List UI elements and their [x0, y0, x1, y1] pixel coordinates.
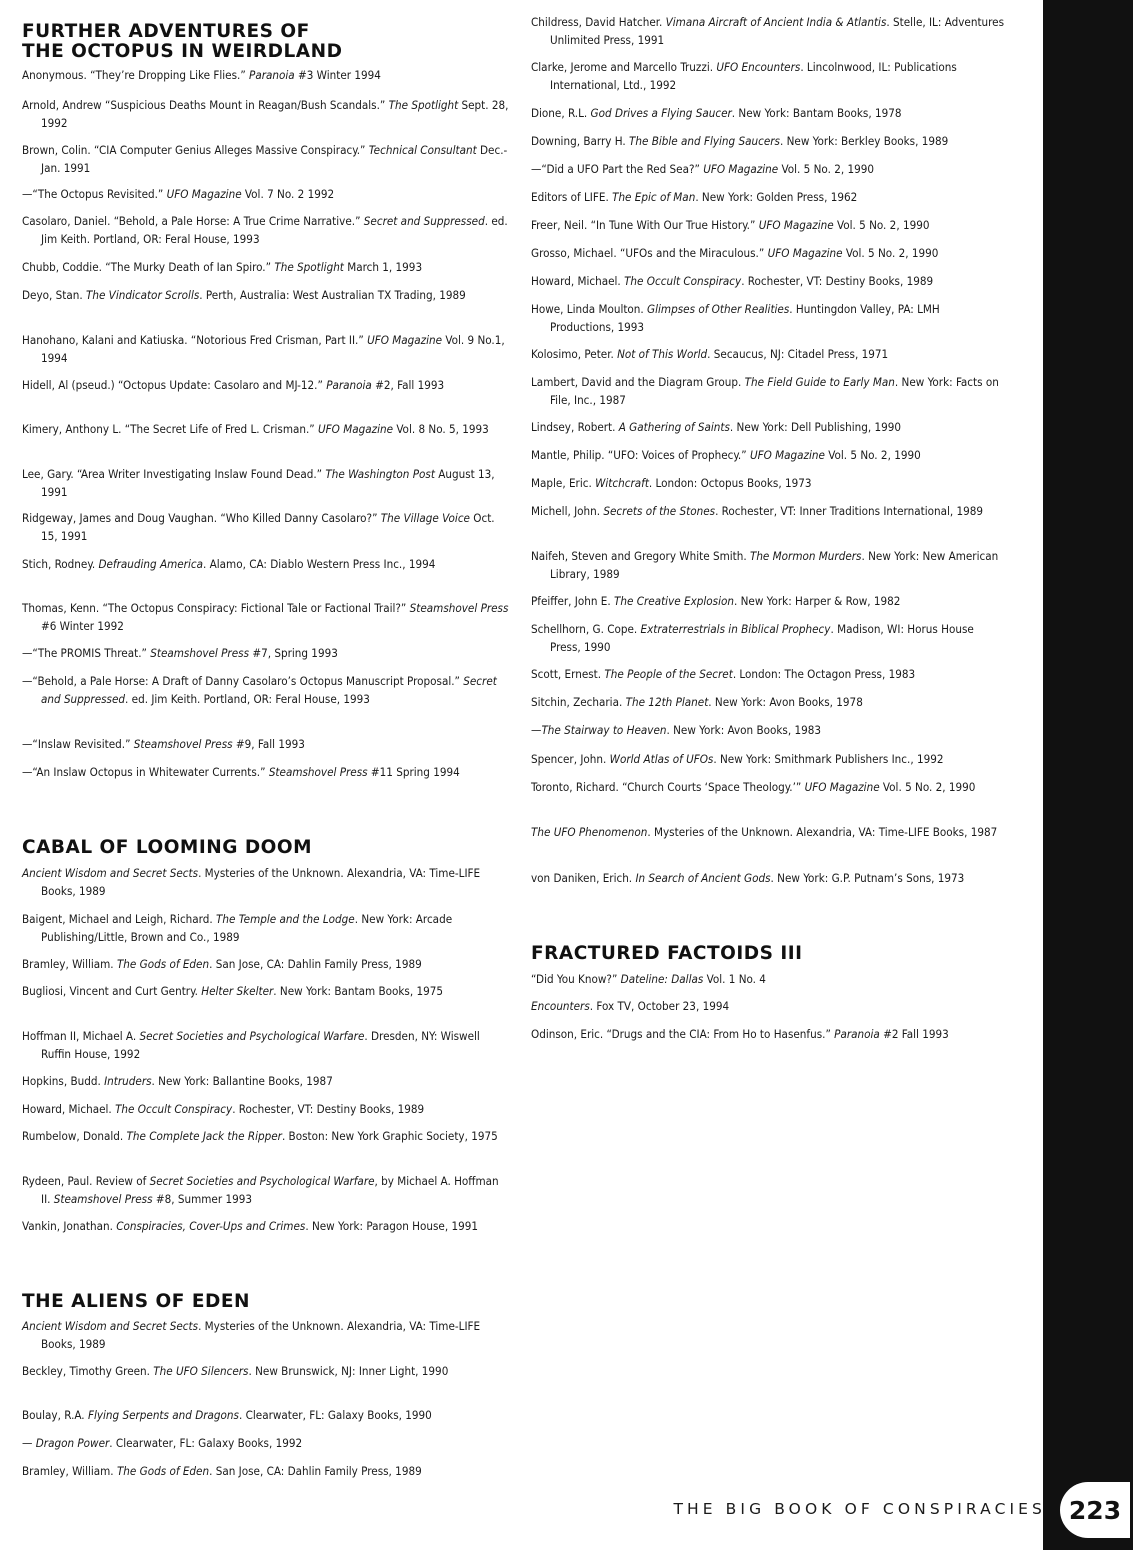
- bibliography-entry: [531, 300, 1005, 336]
- entry-text: March 1, 1993: [343, 260, 423, 274]
- bibliography-entry: [531, 665, 1005, 683]
- entry-text: . Clearwater, FL: Galaxy Books, 1992: [109, 1436, 303, 1450]
- entry-text: #9, Fall 1993: [232, 737, 305, 751]
- entry-text: Vol. 9 No.1, 1994: [41, 333, 505, 365]
- bibliography-entry: [22, 141, 511, 177]
- entry-title-italic: The Spotlight: [274, 260, 344, 274]
- entry-text: . New York: Berkley Books, 1989: [779, 134, 949, 148]
- entry-title-italic: Flying Serpents and Dragons: [87, 1408, 239, 1422]
- entry-title-italic: Secret and Suppressed: [363, 214, 485, 228]
- entry-title-italic: Extraterrestrials in Biblical Prophecy: [640, 622, 831, 636]
- entry-title-italic: UFO Magazine: [749, 448, 825, 462]
- entry-text: —“Inslaw Revisited.”: [22, 737, 134, 751]
- bibliography-entry: [22, 644, 511, 662]
- bibliography-entry: [22, 212, 511, 248]
- page-number: 223: [1060, 1482, 1130, 1538]
- entry-text: Freer, Neil. “In Tune With Our True History.”: [531, 218, 759, 232]
- entry-text: Downing, Barry H.: [531, 134, 629, 148]
- entry-text: Clarke, Jerome and Marcello Truzzi.: [531, 60, 717, 74]
- bibliography-entry: [22, 599, 511, 635]
- bibliography-entry: [22, 1172, 511, 1208]
- bibliography-entry: [531, 373, 1005, 409]
- bibliography-entry: [22, 96, 511, 132]
- entry-text: . San Jose, CA: Dahlin Family Press, 1989: [209, 957, 422, 971]
- entry-title-italic: Secret Societies and Psychological Warfare: [139, 1029, 365, 1043]
- bibliography-entry: [531, 474, 1005, 492]
- entry-title-italic: Steamshovel Press: [53, 1192, 153, 1206]
- entry-text: Arnold, Andrew “Suspicious Deaths Mount in Reagan/Bush Scandals.”: [22, 98, 389, 112]
- entry-text: Pfeiffer, John E.: [531, 594, 614, 608]
- section-heading-factoids: FRACTURED FACTOIDS III: [531, 943, 803, 964]
- entry-title-italic: UFO Encounters: [716, 60, 801, 74]
- bibliography-entry: [22, 376, 511, 394]
- entry-text: . New York: New American Library, 1989: [550, 549, 999, 581]
- entry-text: Vol. 5 No. 2, 1990: [778, 162, 875, 176]
- bibliography-entry: [22, 1100, 511, 1118]
- bibliography-entry: [22, 1317, 511, 1353]
- entry-title-italic: Steamshovel Press: [268, 765, 368, 779]
- entry-title-italic: Technical Consultant: [368, 143, 477, 157]
- entry-text: #7, Spring 1993: [249, 646, 338, 660]
- entry-title-italic: The UFO Silencers: [153, 1364, 249, 1378]
- section-heading-cabal: CABAL OF LOOMING DOOM: [22, 837, 313, 858]
- entry-text: . New York: Smithmark Publishers Inc., 1992: [713, 752, 944, 766]
- bibliography-entry: [22, 1217, 511, 1235]
- entry-text: Hanohano, Kalani and Katiuska. “Notorious Fred Crisman, Part II.”: [22, 333, 368, 347]
- entry-text: —“The Octopus Revisited.”: [22, 187, 167, 201]
- bibliography-entry: [22, 1462, 511, 1480]
- entry-text: Maple, Eric.: [531, 476, 596, 490]
- entry-text: Kolosimo, Peter.: [531, 347, 618, 361]
- entry-text: Vol. 5 No. 2, 1990: [833, 218, 930, 232]
- bibliography-entry: [22, 982, 511, 1000]
- entry-text: . ed. Jim Keith. Portland, OR: Feral House, 1993: [41, 214, 508, 246]
- entry-text: Anonymous. “They’re Dropping Like Flies.”: [22, 68, 250, 82]
- bibliography-entry: [22, 1127, 511, 1145]
- entry-title-italic: Steamshovel Press: [409, 601, 509, 615]
- entry-title-italic: Intruders: [104, 1074, 152, 1088]
- entry-text: . Dresden, NY: Wiswell Ruffin House, 1992: [41, 1029, 480, 1061]
- bibliography-entry: [531, 502, 1005, 520]
- entry-text: Lee, Gary. “Area Writer Investigating Inslaw Found Dead.”: [22, 467, 326, 481]
- entry-title-italic: Secrets of the Stones: [603, 504, 716, 518]
- entry-text: Childress, David Hatcher.: [531, 15, 666, 29]
- bibliography-entry: [531, 58, 1005, 94]
- entry-text: . New Brunswick, NJ: Inner Light, 1990: [248, 1364, 449, 1378]
- entry-text: . New York: Ballantine Books, 1987: [151, 1074, 333, 1088]
- entry-text: . Alamo, CA: Diablo Western Press Inc., 1994: [203, 557, 436, 571]
- entry-text: —“The PROMIS Threat.”: [22, 646, 151, 660]
- entry-text: Vol. 7 No. 2 1992: [241, 187, 335, 201]
- bibliography-entry: [531, 160, 1005, 178]
- bibliography-entry: [22, 955, 511, 973]
- bibliography-entry: [22, 465, 511, 501]
- running-footer-title: THE BIG BOOK OF CONSPIRACIES: [673, 1500, 1046, 1518]
- entry-text: Oct. 15, 1991: [41, 511, 495, 543]
- entry-title-italic: The 12th Planet: [625, 695, 709, 709]
- entry-text: Deyo, Stan.: [22, 288, 86, 302]
- entry-title-italic: Secret and Suppressed: [41, 674, 497, 706]
- bibliography-entry: [531, 869, 1005, 887]
- entry-text: Spencer, John.: [531, 752, 610, 766]
- entry-text: #11 Spring 1994: [367, 765, 460, 779]
- bibliography-entry: [22, 555, 511, 573]
- entry-title-italic: Encounters: [531, 999, 590, 1013]
- entry-text: Baigent, Michael and Leigh, Richard.: [22, 912, 217, 926]
- entry-title-italic: A Gathering of Saints: [618, 420, 730, 434]
- entry-title-italic: Steamshovel Press: [150, 646, 250, 660]
- entry-title-italic: Secret Societies and Psychological Warfare: [149, 1174, 375, 1188]
- entry-text: . New York: Facts on File, Inc., 1987: [550, 375, 999, 407]
- bibliography-entry: [531, 970, 1005, 988]
- entry-title-italic: Dateline: Dallas: [620, 972, 704, 986]
- entry-text: Sitchin, Zecharia.: [531, 695, 626, 709]
- entry-text: Beckley, Timothy Green.: [22, 1364, 154, 1378]
- entry-text: August 13, 1991: [41, 467, 495, 499]
- entry-title-italic: Ancient Wisdom and Secret Sects: [22, 866, 199, 880]
- entry-text: . Rochester, VT: Inner Traditions International, 1989: [715, 504, 984, 518]
- entry-title-italic: The Mormon Murders: [749, 549, 862, 563]
- entry-text: Rydeen, Paul. Review of: [22, 1174, 150, 1188]
- entry-text: Schellhorn, G. Cope.: [531, 622, 641, 636]
- entry-text: Hopkins, Budd.: [22, 1074, 105, 1088]
- bibliography-entry: [531, 188, 1005, 206]
- entry-text: Dione, R.L.: [531, 106, 591, 120]
- entry-text: Mantle, Philip. “UFO: Voices of Prophecy.”: [531, 448, 750, 462]
- entry-text: Boulay, R.A.: [22, 1408, 88, 1422]
- entry-title-italic: Paranoia: [249, 68, 295, 82]
- entry-text: Brown, Colin. “CIA Computer Genius Alleges Massive Conspiracy.”: [22, 143, 369, 157]
- bibliography-entry: [22, 1434, 511, 1452]
- entry-text: Vankin, Jonathan.: [22, 1219, 117, 1233]
- bibliography-entry: [531, 446, 1005, 464]
- bibliography-entry: [531, 750, 1005, 768]
- bibliography-entry: [531, 345, 1005, 363]
- entry-text: . Mysteries of the Unknown. Alexandria, VA: Time-LIFE Books, 1989: [41, 1319, 481, 1351]
- bibliography-entry: [531, 778, 1005, 796]
- bibliography-entry: [531, 272, 1005, 290]
- entry-text: Bramley, William.: [22, 1464, 117, 1478]
- bibliography-entry: [22, 672, 511, 708]
- entry-text: Howard, Michael.: [22, 1102, 116, 1116]
- entry-title-italic: UFO Magazine: [767, 246, 843, 260]
- entry-title-italic: The People of the Secret: [604, 667, 733, 681]
- entry-text: Vol. 5 No. 2, 1990: [824, 448, 921, 462]
- entry-text: Vol. 8 No. 5, 1993: [393, 422, 489, 436]
- bibliography-entry: [22, 185, 511, 203]
- entry-text: —: [531, 723, 542, 737]
- entry-text: . Secaucus, NJ: Citadel Press, 1971: [707, 347, 889, 361]
- entry-text: #2 Fall 1993: [879, 1027, 949, 1041]
- entry-title-italic: The Field Guide to Early Man: [744, 375, 895, 389]
- entry-text: Editors of LIFE.: [531, 190, 613, 204]
- entry-text: —“Behold, a Pale Horse: A Draft of Danny Casolaro’s Octopus Manuscript Proposal.”: [22, 674, 464, 688]
- entry-text: Lambert, David and the Diagram Group.: [531, 375, 745, 389]
- entry-title-italic: The Spotlight: [388, 98, 459, 112]
- bibliography-entry: [531, 721, 1005, 739]
- bibliography-entry: [22, 910, 511, 946]
- entry-title-italic: Paranoia: [834, 1027, 880, 1041]
- entry-title-italic: Steamshovel Press: [133, 737, 233, 751]
- bibliography-entry: [22, 735, 511, 753]
- bibliography-entry: [22, 1027, 511, 1063]
- entry-text: . Fox TV, October 23, 1994: [589, 999, 730, 1013]
- entry-text: Odinson, Eric. “Drugs and the CIA: From Ho to Hasenfus.”: [531, 1027, 835, 1041]
- entry-text: Kimery, Anthony L. “The Secret Life of Fred L. Crisman.”: [22, 422, 319, 436]
- entry-text: Chubb, Coddie. “The Murky Death of Ian Spiro.”: [22, 260, 275, 274]
- bibliography-entry: [22, 763, 511, 781]
- entry-text: —: [22, 1436, 36, 1450]
- bibliography-entry: [531, 244, 1005, 262]
- entry-title-italic: The Temple and the Lodge: [216, 912, 355, 926]
- entry-title-italic: The Washington Post: [325, 467, 435, 481]
- entry-text: Rumbelow, Donald.: [22, 1129, 127, 1143]
- section-heading-aliens: THE ALIENS OF EDEN: [22, 1291, 250, 1312]
- entry-text: . New York: Golden Press, 1962: [695, 190, 858, 204]
- entry-text: von Daniken, Erich.: [531, 871, 636, 885]
- bibliography-entry: [22, 1406, 511, 1424]
- entry-title-italic: UFO Magazine: [367, 333, 443, 347]
- entry-title-italic: God Drives a Flying Saucer: [590, 106, 732, 120]
- entry-text: . New York: Paragon House, 1991: [305, 1219, 478, 1233]
- bibliography-entry: [22, 420, 511, 438]
- entry-title-italic: Glimpses of Other Realities: [647, 302, 790, 316]
- entry-text: Hoffman II, Michael A.: [22, 1029, 140, 1043]
- entry-title-italic: The Occult Conspiracy: [624, 274, 742, 288]
- entry-text: #6 Winter 1992: [41, 619, 124, 633]
- entry-text: “Did You Know?”: [531, 972, 621, 986]
- bibliography-entry: [531, 693, 1005, 711]
- bibliography-entry: [22, 286, 511, 304]
- entry-text: . Rochester, VT: Destiny Books, 1989: [232, 1102, 425, 1116]
- entry-text: —“An Inslaw Octopus in Whitewater Currents.”: [22, 765, 269, 779]
- bibliography-entry: [531, 823, 1005, 841]
- entry-text: . New York: Arcade Publishing/Little, Brown and Co., 1989: [41, 912, 453, 944]
- entry-text: Dec.-Jan. 1991: [41, 143, 508, 175]
- entry-text: . New York: Harper & Row, 1982: [733, 594, 901, 608]
- entry-text: . New York: Bantam Books, 1978: [731, 106, 902, 120]
- entry-title-italic: UFO Magazine: [318, 422, 394, 436]
- entry-text: . Mysteries of the Unknown. Alexandria, VA: Time-LIFE Books, 1989: [41, 866, 481, 898]
- entry-text: Naifeh, Steven and Gregory White Smith.: [531, 549, 750, 563]
- entry-title-italic: Dragon Power: [35, 1436, 110, 1450]
- entry-title-italic: Conspiracies, Cover-Ups and Crimes: [116, 1219, 306, 1233]
- bibliography-entry: [531, 132, 1005, 150]
- entry-text: Lindsey, Robert.: [531, 420, 619, 434]
- entry-title-italic: UFO Magazine: [703, 162, 779, 176]
- entry-text: . Clearwater, FL: Galaxy Books, 1990: [238, 1408, 432, 1422]
- bibliography-entry: [22, 509, 511, 545]
- entry-text: #3 Winter 1994: [294, 68, 381, 82]
- bibliography-entry: [531, 1025, 1005, 1043]
- entry-text: Grosso, Michael. “UFOs and the Miraculous.”: [531, 246, 768, 260]
- entry-title-italic: Ancient Wisdom and Secret Sects: [22, 1319, 199, 1333]
- entry-title-italic: The Occult Conspiracy: [115, 1102, 233, 1116]
- entry-title-italic: The Gods of Eden: [116, 1464, 210, 1478]
- entry-text: . New York: Bantam Books, 1975: [273, 984, 443, 998]
- bibliography-entry: [531, 216, 1005, 234]
- entry-title-italic: In Search of Ancient Gods: [635, 871, 771, 885]
- entry-text: Howe, Linda Moulton.: [531, 302, 648, 316]
- entry-text: . ed. Jim Keith. Portland, OR: Feral House, 1993: [125, 692, 370, 706]
- entry-text: Thomas, Kenn. “The Octopus Conspiracy: Fictional Tale or Factional Trail?”: [22, 601, 410, 615]
- entry-title-italic: UFO Magazine: [804, 780, 880, 794]
- entry-text: Bugliosi, Vincent and Curt Gentry.: [22, 984, 202, 998]
- entry-text: Toronto, Richard. “Church Courts ‘Space Theology.’”: [531, 780, 805, 794]
- entry-text: . Huntingdon Valley, PA: LMH Productions, 1993: [550, 302, 940, 334]
- entry-text: . London: Octopus Books, 1973: [648, 476, 812, 490]
- entry-title-italic: UFO Magazine: [758, 218, 834, 232]
- edge-bar: [1043, 0, 1133, 1550]
- entry-title-italic: Vimana Aircraft of Ancient India & Atlantis: [665, 15, 887, 29]
- entry-text: . Lincolnwood, IL: Publications International, Ltd., 1992: [550, 60, 957, 92]
- entry-text: . London: The Octagon Press, 1983: [732, 667, 916, 681]
- entry-text: —“Did a UFO Part the Red Sea?”: [531, 162, 704, 176]
- entry-title-italic: The Stairway to Heaven: [541, 723, 667, 737]
- entry-text: . Perth, Australia: West Australian TX Trading, 1989: [199, 288, 466, 302]
- entry-title-italic: The Gods of Eden: [116, 957, 210, 971]
- bibliography-entry: [22, 1362, 511, 1380]
- entry-title-italic: The Bible and Flying Saucers: [628, 134, 780, 148]
- entry-title-italic: Witchcraft: [595, 476, 649, 490]
- entry-text: #8, Summer 1993: [152, 1192, 252, 1206]
- entry-text: Vol. 5 No. 2, 1990: [842, 246, 939, 260]
- bibliography-entry: [22, 66, 511, 84]
- entry-text: Vol. 5 No. 2, 1990: [879, 780, 976, 794]
- entry-title-italic: The UFO Phenomenon: [531, 825, 648, 839]
- entry-text: Sept. 28, 1992: [41, 98, 509, 130]
- entry-text: #2, Fall 1993: [371, 378, 445, 392]
- bibliography-entry: [531, 418, 1005, 436]
- bibliography-entry: [531, 104, 1005, 122]
- entry-text: . Mysteries of the Unknown. Alexandria, VA: Time-LIFE Books, 1987: [647, 825, 998, 839]
- heading-line: THE OCTOPUS IN WEIRDLAND: [22, 41, 343, 62]
- entry-title-italic: Helter Skelter: [201, 984, 274, 998]
- entry-title-italic: The Village Voice: [380, 511, 470, 525]
- entry-text: . New York: Dell Publishing, 1990: [729, 420, 901, 434]
- entry-title-italic: The Vindicator Scrolls: [85, 288, 200, 302]
- entry-text: Bramley, William.: [22, 957, 117, 971]
- bibliography-entry: [22, 864, 511, 900]
- entry-title-italic: Paranoia: [326, 378, 372, 392]
- entry-title-italic: The Complete Jack the Ripper: [126, 1129, 282, 1143]
- entry-text: . Boston: New York Graphic Society, 1975: [281, 1129, 498, 1143]
- bibliography-entry: [531, 13, 1005, 49]
- entry-text: Michell, John.: [531, 504, 604, 518]
- bibliography-entry: [531, 547, 1005, 583]
- bibliography-entry: [531, 997, 1005, 1015]
- entry-text: , by Michael A. Hoffman II.: [41, 1174, 499, 1206]
- entry-title-italic: The Epic of Man: [612, 190, 696, 204]
- bibliography-entry: [531, 620, 1005, 656]
- entry-text: Hidell, Al (pseud.) “Octopus Update: Casolaro and MJ-12.”: [22, 378, 327, 392]
- entry-title-italic: Defrauding America: [98, 557, 203, 571]
- entry-text: Vol. 1 No. 4: [703, 972, 766, 986]
- bibliography-entry: [22, 1072, 511, 1090]
- entry-text: Stich, Rodney.: [22, 557, 99, 571]
- entry-text: . Rochester, VT: Destiny Books, 1989: [741, 274, 934, 288]
- section-heading-octopus: [22, 22, 342, 62]
- entry-text: . San Jose, CA: Dahlin Family Press, 1989: [209, 1464, 422, 1478]
- entry-text: . Stelle, IL: Adventures Unlimited Press, 1991: [550, 15, 1005, 47]
- bibliography-entry: [22, 331, 511, 367]
- entry-text: . New York: Avon Books, 1978: [708, 695, 863, 709]
- heading-line: FURTHER ADVENTURES OF: [22, 21, 310, 42]
- entry-text: . New York: Avon Books, 1983: [666, 723, 822, 737]
- entry-text: . Madison, WI: Horus House Press, 1990: [550, 622, 974, 654]
- bibliography-entry: [531, 592, 1005, 610]
- entry-text: Howard, Michael.: [531, 274, 625, 288]
- entry-title-italic: World Atlas of UFOs: [609, 752, 714, 766]
- entry-text: Casolaro, Daniel. “Behold, a Pale Horse: A True Crime Narrative.”: [22, 214, 364, 228]
- entry-text: . New York: G.P. Putnam’s Sons, 1973: [770, 871, 965, 885]
- entry-title-italic: UFO Magazine: [166, 187, 242, 201]
- bibliography-entry: [22, 258, 511, 276]
- entry-text: Ridgeway, James and Doug Vaughan. “Who Killed Danny Casolaro?”: [22, 511, 381, 525]
- entry-title-italic: Not of This World: [617, 347, 708, 361]
- entry-text: Scott, Ernest.: [531, 667, 605, 681]
- entry-title-italic: The Creative Explosion: [614, 594, 734, 608]
